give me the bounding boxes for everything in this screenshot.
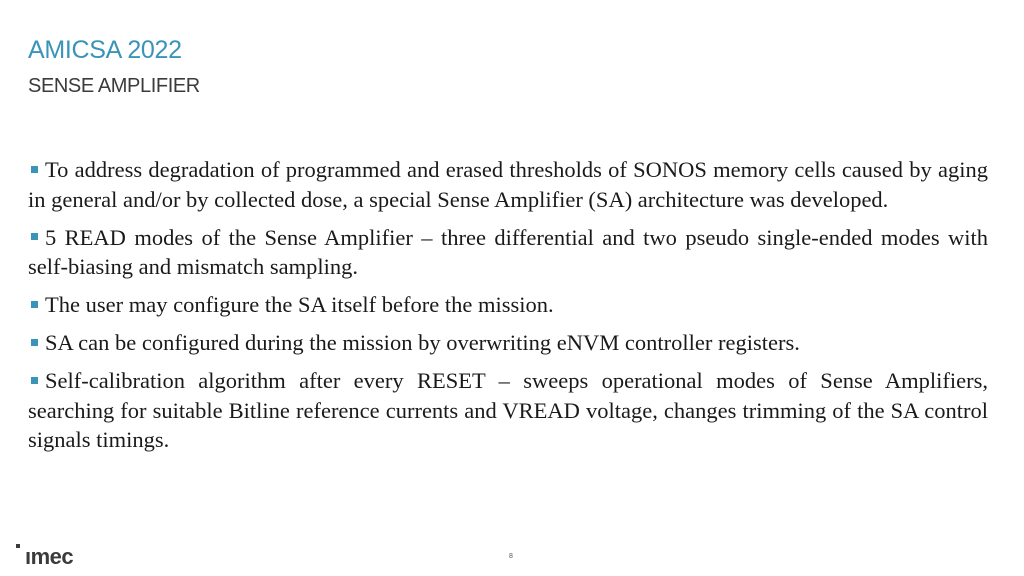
bullet-text: SA can be configured during the mission by overwriting eNVM controller registers. [45,330,800,355]
bullet-item [28,155,988,214]
slide-subtitle: SENSE AMPLIFIER [28,75,200,97]
bullet-list [28,155,988,463]
square-bullet-icon [31,339,38,346]
logo-text: ımec [25,544,74,569]
square-bullet-icon [31,301,38,308]
bullet-item [28,366,988,455]
bullet-text: 5 READ modes of the Sense Amplifier – three differential and two pseudo single-ended modes with self-biasing and mismatch sampling. [28,224,988,279]
bullet-text: Self-calibration algorithm after every RESET – sweeps operational modes of Sense Amplifiers, searching for suitable Bitline reference currents and VREAD voltage, changes trimming of the SA control signals timings. [28,368,988,452]
bullet-text: To address degradation of programmed and erased thresholds of SONOS memory cells caused by aging in general and/or by collected dose, a special Sense Amplifier (SA) architecture was developed. [28,157,988,212]
bullet-item [28,223,988,282]
square-bullet-icon [31,233,38,240]
square-bullet-icon [31,166,38,173]
imec-logo [16,544,73,570]
bullet-item [28,328,988,358]
bullet-text: The user may configure the SA itself before the mission. [45,292,554,317]
page-number: 8 [509,553,513,560]
bullet-item [28,290,988,320]
square-bullet-icon [31,377,38,384]
slide-title: AMICSA 2022 [28,36,182,64]
logo-dot-icon [16,544,20,548]
